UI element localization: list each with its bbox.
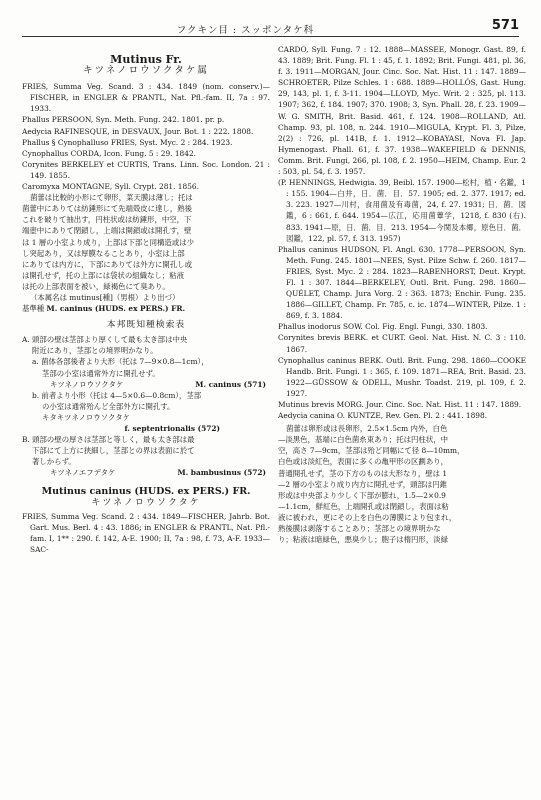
genus-title: Mutinus Fr. [110,53,182,66]
key-couplet-b-cont: 下部にて上方に狭細し，茎部との界は表面に於て [32,446,195,456]
key-couplet-a-cont: 附近にあり，茎部との境界明かなり。 [32,346,158,356]
key-result-taxon: M. caninus (571) [195,379,266,389]
left-column [22,44,270,794]
key-result-kana: キツネノロウソクタケ [50,379,124,389]
key-result-kana: キタキツネノロウソクタケ [42,412,131,422]
key-lead-a1-cont: 茎部の小室は通常外方に開孔せず。 [42,368,160,378]
synonym-reference: Mutinus brevis MORG. Jour. Cinc. Soc. Nat. Hist. 11 : 147. 1889. [278,400,522,409]
synonym-reference: Phallus inodorus SOW. Col. Fig. Engl. Fungi, 330. 1803. [278,322,488,332]
key-lead-a2-cont: の小室は通常殆んど全部外方に開孔す。 [42,401,175,411]
genus-reference: FRIES, Summa Veg. Scand. 3 : 434. 1849 (nom. conserv.)—FISCHER, in ENGLER & PRANTL, Nat. Pfl.-fam. II, 7a : 97. 1933. [22,82,270,114]
type-species [22,303,270,314]
type-species-name: M. caninus (HUDS. ex PERS.) FR. [46,304,186,314]
species-reference: FRIES, Summa Veg. Scand. 2 : 434. 1849—FISCHER, Jahrb. Bot. Gart. Mus. Berl. 4 : 43. 1886; in ENGLER & PRANTL, Nat. Pfl.-fam. I, 1** : 290. f. 142, A-E. 1900; II, 7a : 98, f. 73, A-F. 1933—SAC- [22,511,270,554]
key-result-kana: キツネノエフデタケ [50,468,116,478]
running-head-title: フクキン目 : スッポンタケ科 [176,25,315,36]
description-line: し突起あり，又は厚膜なることあり，小室は上部 [22,248,185,258]
description-line: 菌蕾は卵形或は長卵形，2.5×1.5cm 内外，白色 [286,424,448,434]
key-result-caninus [22,379,270,390]
synonym-reference: Phallus caninus HUDSON, Fl. Angl. 630. 1778—PERSOON, Syn. Meth. Fung. 245. 1801—NEES, Syst. Pilze Schw. f. 260. 1817—FRIES, Syst. Myc. 2 : 284. 1823—RABENHORST, Deut. Krypt. Fl. 1 : 307. 1844—BERKELEY, Outl. Brit. Fung. 298. 1860—QUÉLET, Champ. Jura Vorg. 2 : 363. 1873; Enchir. Fung. 235. 1886—GILLET, Champ. Fr. 785, c. ic. 1874—WINTER, Pilze. 1 : 869, f. 3. 1884. [278,244,526,321]
synonym-reference: Corynites brevis BERK. et CURT. Geol. Nat. Hist. N. C. 3 : 110. 1867. [278,333,526,354]
description-line: 菌蕾中にありては紡錘形にて先端殻皮に達し，熟後 [22,204,192,214]
description-line: り；粘液は暗緑色，悪臭少し；胞子は楕円形，淡緑 [278,535,448,545]
description-line: —1.1cm，鮮紅色，上端開孔或は閉鎖し，表面は粘 [278,501,449,511]
synonym-reference: Cynophallus CORDA, Icon. Fung. 5 : 29. 1842. [22,148,197,158]
description-line: 液に被われ，更にその上を白色の薄膜により包まれ， [278,512,457,522]
key-couplet-a: A. 頭部の壁は茎部より厚くして最も太き部は中央 [22,335,188,345]
synonym-reference: Cynophallus caninus BERK. Outl. Brit. Fung. 298. 1860—COOKE Handb. Brit. Fungi. 1 : 365, f. 109. 1871—REA, Brit. Basid. 23. 1922—GÜSSOW & ODELL, Mushr. Toadst. 219, pl. 109, f. 2. 1927. [278,355,526,398]
key-result-bambusinus [22,467,270,478]
key-result-taxon: M. bambusinus (572) [177,468,266,478]
description-line: にありては内方に，下部にありては外方に開孔し或 [22,259,192,269]
synonym-reference: Corynites BERKELEY et CURTIS, Trans. Linn. Soc. London. 21 : 149. 1855. [22,159,270,180]
description-line: 端壺中にありて閉鎖し，上端は開鎖或は開孔す，壁 [22,226,192,236]
synonym-reference: Phallus PERSOON, Syn. Meth. Fung. 242. 1801. pr. p. [22,115,225,125]
key-couplet-b: B. 頭部の壁の厚さは茎部と等しく，最も太き部は最 [22,435,195,445]
description-line: は 1 層の小室より成り，上部は下部と同構造或は少 [22,237,194,247]
key-title: 本邦既知種検索表 [106,320,186,331]
description-line: 菌蕾は比較的小形にて卵形，菜天膜は薄し；托は [30,193,193,203]
description-line: これを破りて抽出す，円柱状或は紡錘形，中空，下 [22,215,192,225]
synonym-reference: Aedycia canina O. KUNTZE, Rev. Gen. Pl. 2 : 441. 1898. [278,411,488,421]
description-line: 形或は中央部より少しく下部が膨れ，1.5—2×0.9 [278,490,446,500]
type-species-label: 基準種 [22,304,45,314]
description-line: 普通開孔せず，茎の下方のものは大形なり，壁は 1 [278,468,448,478]
key-lead-a1: a. 菌体各部後者より大形（托は 7—9×0.8—1cm）， [32,357,209,367]
species-title: Mutinus caninus (HUDS. ex PERS.) FR. [41,486,251,498]
species-reference-cont: CARDO, Syll. Fung. 7 : 12. 1888—MASSEE, Monogr. Gast. 89, f. 43. 1889; Brit. Fung. Fl. 1 : 45, f. 1. 1892; Brit. Fungi. 481, pl. 36, f. 3. 1911—MORGAN, Jour. Cinc. Soc. Nat. Hist. 11 : 147. 1889—SCHROETER, Pilze Schles. 1 : 688. 1889—HOLLÓS, Gast. Hung. 29, 143, pl. 1, f. 3-11. 1904—LLOYD, Myc. Writ. 2 : 325, pl. 113. 1907; 362, f. 184. 1907; 370. 1908; 3, Syn. Phall. 28, f. 23. 1909—W. G. SMITH, Brit. Basid. 461, f. 124. 1908—ROLLAND, Atl. Champ. 93, pl. 108, n. 244. 1910—MIGULA, Krypt. Fl. 3, Pilze, 2(2) : 726, pl. 141B, f. 1. 1912—KOBAYASI, Nova Fl. Jap. Hymenogast. Phall. 61, f. 37. 1938—WAKEFIELD & DENNIS, Comm. Brit. Fungi, 266, pl. 108, f. 2. 1950—HEIM, Champ. Eur. 2 : 503, pl. 54, f. 3. 1957. [278,45,526,177]
key-result-taxon: f. septentrionalis (572) [124,424,220,433]
etymology-note: （本属名は mutinus[種]（男根）より出づ） [30,292,180,302]
species-description [278,423,526,545]
synonym-reference: Caromyxa MONTAGNE, Syll. Crypt. 281. 1856. [22,182,199,192]
description-line: 白色或は淡紅色，表面に多くの亀甲形の区劃あり， [278,457,448,467]
key-lead-a2: b. 前者より小形（托は 4—5×0.6—0.8cm），茎部 [32,390,202,400]
description-line: は開孔せず，托の上部には袋状の組織なし；粘液 [22,270,185,280]
description-line: —淡黒色，基端に白色菌糸束あり；托は円柱状，中 [278,435,448,445]
identification-key [22,334,270,478]
description-line: は托の上部表面を被い，緑褐色にて臭あり。 [22,281,170,291]
page-number: 571 [491,18,519,33]
species-japanese-name: キツネノロウソクタケ [91,497,201,508]
genus-japanese-name: キツネノロウソクタケ属 [83,65,209,77]
key-couplet-b-cont: 著しからず。 [32,457,76,467]
genus-description [22,192,270,292]
description-line: —2 層の小室より成り内方に開孔せず，頭部は円錐 [278,479,448,489]
description-line: 熟後膜は剥落することあり；茎部との境界明かな [278,524,441,534]
running-head [22,16,519,37]
key-result-septentrionalis [22,423,270,434]
right-column [278,44,526,794]
description-line: 空，高さ 7—9cm，茎部は殆ど同幅にて径 8—10mm， [278,446,465,456]
synonym-reference: Phallus § Cynophalluso FRIES, Syst. Myc. 2 : 284. 1923. [22,137,233,147]
japanese-references: (P. HENNINGS, Hedwigia. 39, Beibl. 157. 1900—松村，植・名鑑，1 : 155. 1904—白井，日．菌．目．57. 1905; ed. 2. 377. 1917; ed. 3. 223. 1927—川村，食用菌及有毒菌，24, f. 27. 1931; 日．菌．図鑑，6 : 661, f. 644. 1954—広江，応用菌蕈学，1218, f. 830 (右). 833. 1941—原，日．菌．目．213. 1954—今関及本郷，原色日．菌．図鑑，122, pl. 57, f. 313. 1957) [278,178,526,243]
synonym-reference: Aedycia RAFINESQUE, in DESVAUX, Jour. Bot. 1 : 222. 1808. [22,126,254,136]
